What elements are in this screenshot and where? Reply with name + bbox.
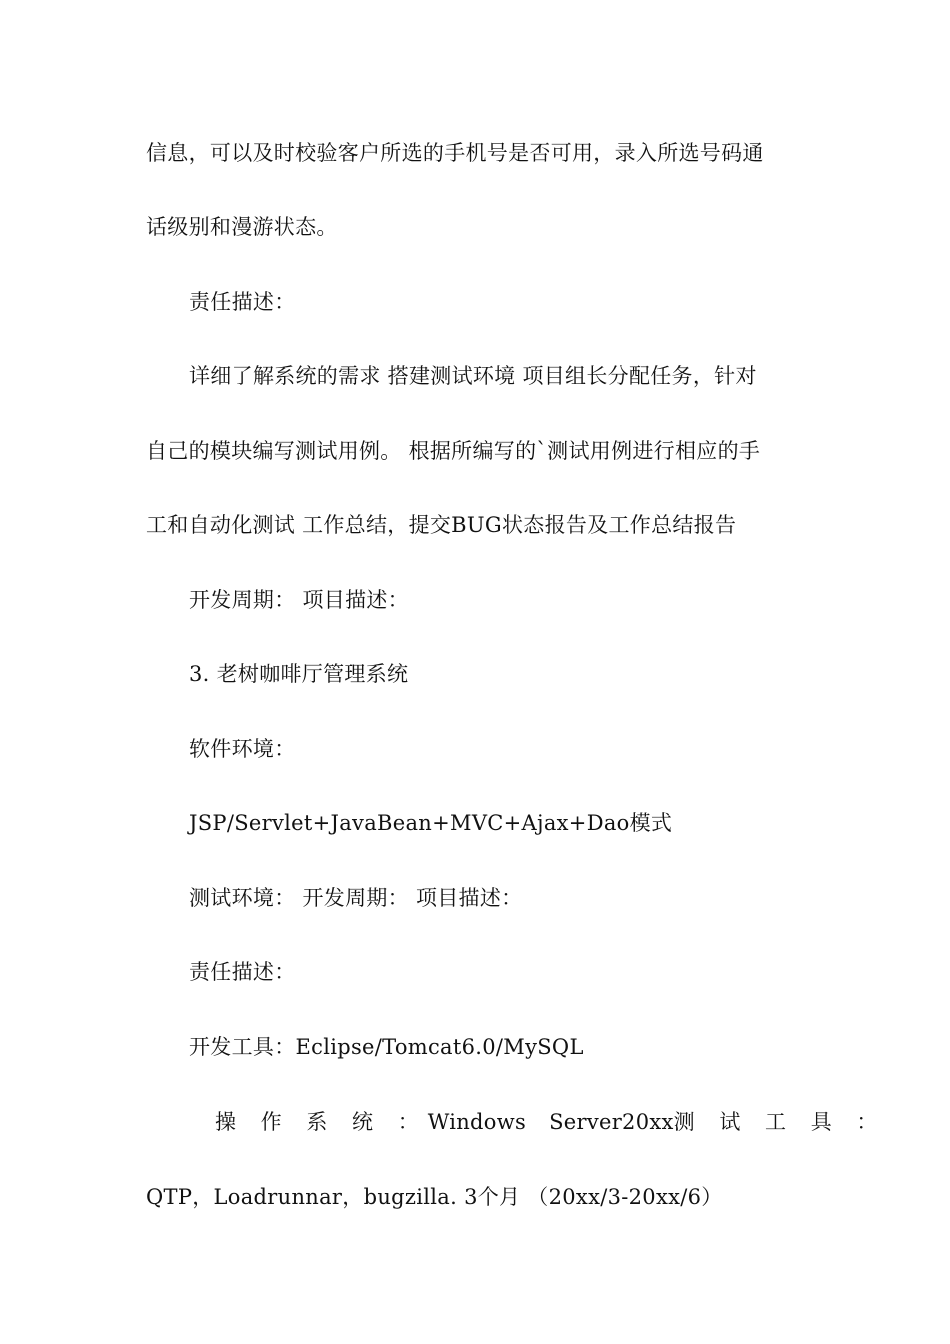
paragraph-line: 开发工具：Eclipse/Tomcat6.0/MySQL <box>189 1035 584 1059</box>
paragraph-line: JSP/Servlet+JavaBean+MVC+Ajax+Dao模式 <box>189 811 673 835</box>
os-value: Windows Server20xx <box>427 1110 674 1134</box>
paragraph-line: 话级别和漫游状态。 <box>146 215 338 239</box>
paragraph-line: 工和自动化测试 工作总结，提交BUG状态报告及工作总结报告 <box>146 513 737 537</box>
paragraph-line: 开发周期： 项目描述： <box>189 588 409 612</box>
section-heading: 责任描述： <box>189 290 296 314</box>
paragraph-line: QTP，Loadrunnar，bugzilla. 3个月 （20xx/3-20xx/6） <box>146 1185 723 1209</box>
justified-line <box>215 1107 887 1137</box>
tool-label: 测 试 工 具 ： <box>673 1110 887 1134</box>
project-title: 3. 老树咖啡厅管理系统 <box>189 662 409 686</box>
paragraph-line: 自己的模块编写测试用例。 根据所编写的`测试用例进行相应的手 <box>146 439 761 463</box>
section-heading: 软件环境： <box>189 737 296 761</box>
paragraph-line: 信息，可以及时校验客户所选的手机号是否可用，录入所选号码通 <box>146 141 764 165</box>
section-heading: 责任描述： <box>189 960 296 984</box>
paragraph-line: 详细了解系统的需求 搭建测试环境 项目组长分配任务，针对 <box>189 364 757 388</box>
os-label: 操 作 系 统 ： <box>215 1110 428 1134</box>
paragraph-line: 测试环境： 开发周期： 项目描述： <box>189 886 523 910</box>
